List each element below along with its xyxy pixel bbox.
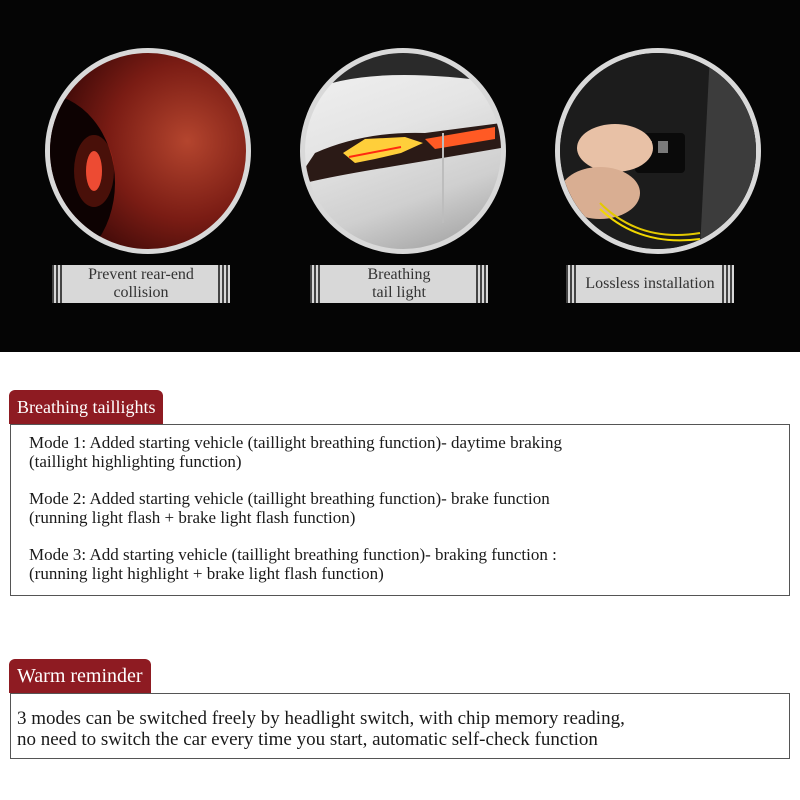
feature-label-text (88, 266, 194, 302)
section-title-reminder: Warm reminder (9, 659, 151, 693)
mode-item (29, 489, 771, 527)
label-line: Prevent rear-end (88, 266, 194, 283)
label-line: collision (113, 284, 169, 301)
feature-label-collision (52, 265, 230, 303)
mode-line: (taillight highlighting function) (29, 452, 242, 471)
feature-label-text: Lossless installation (585, 275, 715, 292)
stripe-decoration (310, 265, 322, 303)
reminder-line: 3 modes can be switched freely by headlight switch, with chip memory reading, (17, 708, 625, 729)
stripe-decoration (566, 265, 578, 303)
feature-banner (0, 0, 800, 352)
feature-label-text (367, 266, 430, 302)
feature-label-installation (566, 265, 734, 303)
reminder-box (10, 693, 790, 759)
label-line: Breathing (367, 266, 431, 283)
red-glow-icon (50, 53, 246, 249)
mode-item (29, 545, 771, 583)
feature-label-breathing (310, 265, 488, 303)
stripe-decoration (476, 265, 488, 303)
reminder-line: no need to switch the car every time you start, automatic self-check function (17, 729, 598, 750)
mode-line: Mode 3: Add starting vehicle (taillight breathing function)- braking function : (29, 545, 557, 564)
mode-item (29, 433, 771, 471)
taillight-photo (300, 48, 506, 254)
stripe-decoration (52, 265, 64, 303)
installation-photo (555, 48, 761, 254)
mode-line: Mode 2: Added starting vehicle (taillight breathing function)- brake function (29, 489, 550, 508)
connector-icon (560, 53, 756, 249)
mode-line: (running light flash + brake light flash function) (29, 508, 356, 527)
modes-box (10, 424, 790, 596)
section-title-breathing: Breathing taillights (9, 390, 163, 424)
mode-line: Mode 1: Added starting vehicle (taillight breathing function)- daytime braking (29, 433, 563, 452)
rear-collision-photo (45, 48, 251, 254)
mode-line: (running light highlight + brake light flash function) (29, 564, 384, 583)
taillight-icon (305, 53, 501, 249)
stripe-decoration (722, 265, 734, 303)
stripe-decoration (218, 265, 230, 303)
label-line: tail light (372, 284, 426, 301)
